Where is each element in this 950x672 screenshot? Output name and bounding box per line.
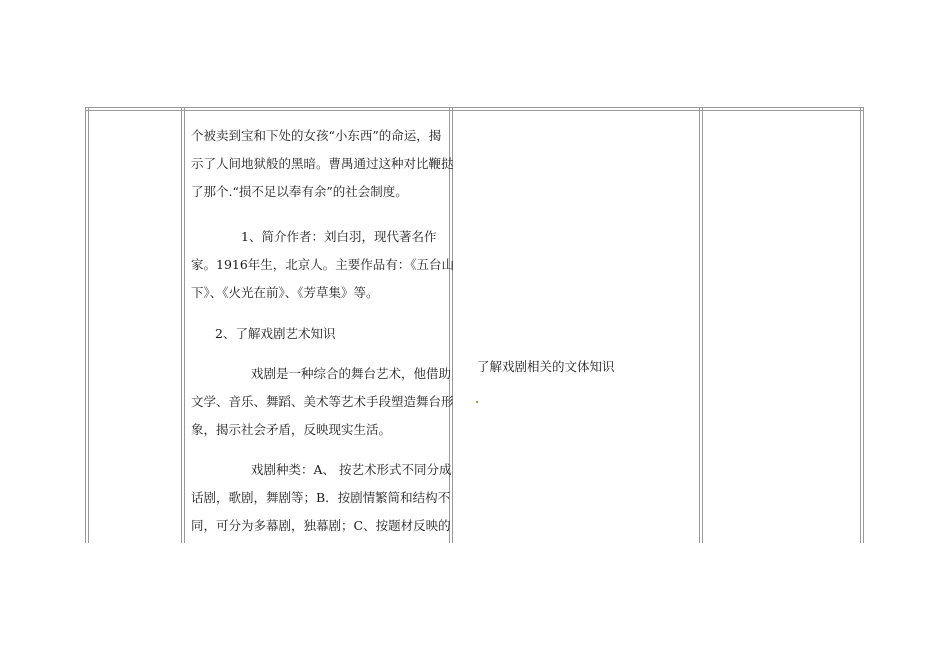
paragraph-first-line: 戏剧是一种综合的舞台艺术，他借助	[251, 366, 452, 381]
text-line: 同，可分为多幕剧，独幕剧；C、按题材反映的	[191, 518, 451, 533]
table-border-right	[860, 107, 864, 543]
text-line: 文学、音乐、舞蹈、美术等艺术手段塑造舞台形	[191, 394, 454, 409]
text-line: 象，揭示社会矛盾，反映现实生活。	[191, 422, 392, 437]
table-column-divider-3	[699, 107, 703, 543]
paragraph-first-line: 戏剧种类：A、 按艺术形式不同分成	[251, 462, 452, 477]
goal-cell	[477, 353, 615, 381]
paragraph-gap	[191, 206, 443, 223]
text-line: 示了人间地狱般的黑暗。曹禺通过这种对比鞭挞	[191, 156, 454, 171]
text-line: 话剧，歌剧，舞剧等；B．按剧情繁简和结构不	[191, 490, 451, 505]
text-line: 家。1916年生，北京人。主要作品有：《五台山	[191, 257, 455, 272]
stray-mark	[476, 401, 478, 403]
content-cell	[191, 122, 455, 540]
table-border-left	[85, 107, 89, 543]
text-line: 个被卖到宝和下处的女孩“小东西”的命运，揭	[191, 128, 442, 143]
author-intro-line: 1、简介作者：刘白羽，现代著名作	[241, 229, 437, 244]
table-top-border	[85, 107, 864, 111]
paragraph-gap	[191, 307, 443, 320]
section-heading: 2、了解戏剧艺术知识	[215, 326, 336, 341]
table-column-divider-1	[181, 107, 185, 543]
text-line: 下》、《火光在前》、《芳草集》等。	[191, 285, 379, 300]
text-line: 了那个.“损不足以奉有余”的社会制度。	[191, 184, 408, 199]
goal-text: 了解戏剧相关的文体知识	[477, 359, 615, 374]
paragraph-gap	[191, 444, 443, 456]
paragraph-gap	[191, 348, 443, 360]
